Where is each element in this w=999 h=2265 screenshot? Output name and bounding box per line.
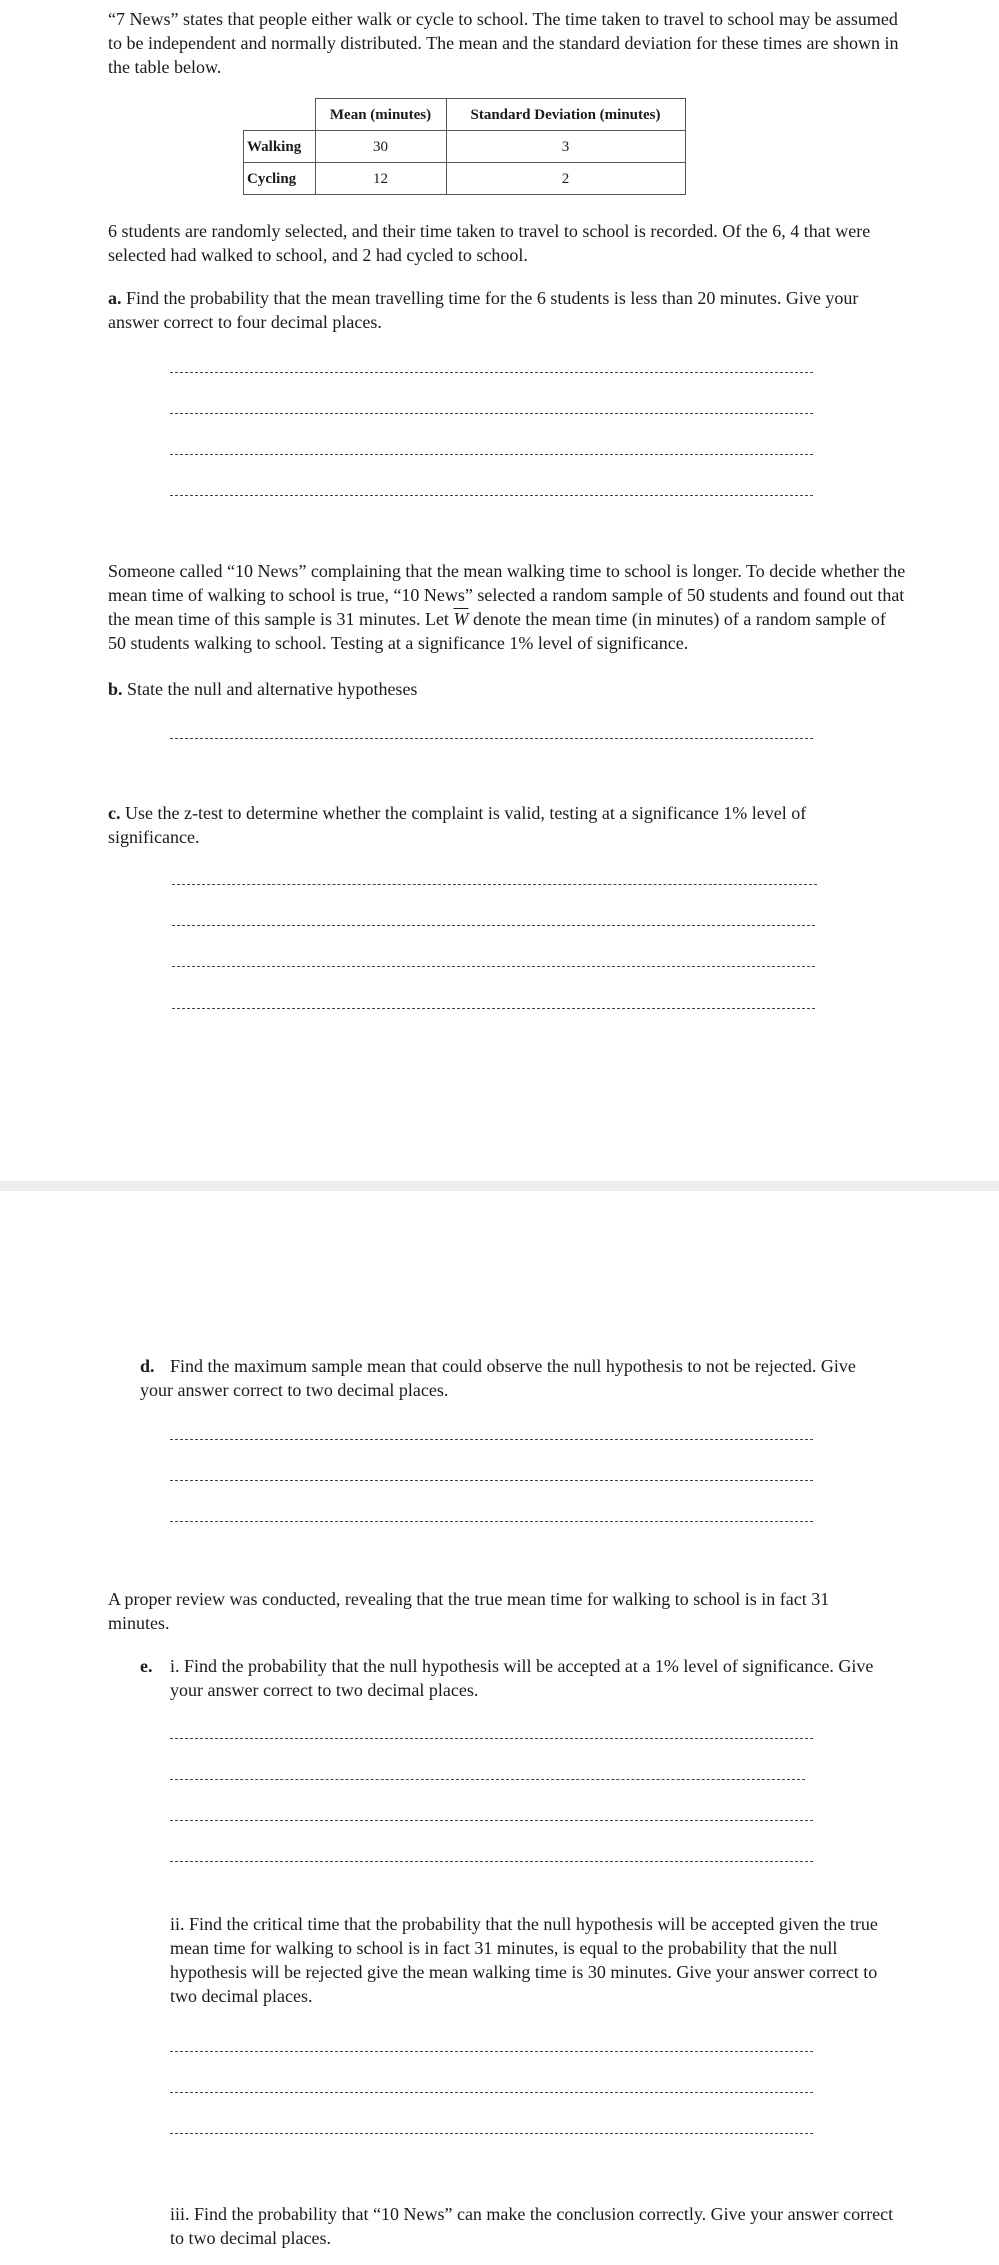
question-d [140, 1354, 860, 1402]
walking-mean: 30 [315, 131, 446, 163]
cycling-mean: 12 [315, 163, 446, 195]
answer-line[interactable] [170, 1439, 813, 1440]
answer-line[interactable] [170, 1820, 813, 1821]
table-header-row [244, 99, 686, 131]
question-e-iii: iii. Find the probability that “10 News” can make the conclusion correctly. Give your answer correct to two decimal places. [170, 2204, 894, 2248]
answer-line[interactable] [172, 966, 815, 967]
hypothesis-context-paragraph [108, 559, 908, 655]
answer-line[interactable] [170, 495, 813, 496]
question-e-ii: ii. Find the critical time that the probability that the null hypothesis will be accepted given the true mean time for walking to school is in fact 31 minutes, is equal to the probability that the null hypothesis will be rejected give the mean walking time is 30 minutes. Give your answer correct to two decimal places. [170, 1914, 878, 2006]
w-bar-symbol: $\overline{W}$ [453, 609, 469, 629]
context-text-after: denote the mean time (in minutes) of a random sample of 50 students walking to school. Testing at a significance 1% level of significance. [108, 609, 886, 653]
answer-line[interactable] [170, 2133, 813, 2134]
question-c-label: c. [108, 803, 121, 823]
cycling-sd: 2 [446, 163, 685, 195]
page-break [0, 1181, 999, 1191]
question-d-label: d. [140, 1356, 155, 1376]
answer-line[interactable] [170, 2092, 813, 2093]
question-c-text: Use the z-test to determine whether the complaint is valid, testing at a significance 1% level of significance. [108, 803, 807, 847]
header-standard-deviation: Standard Deviation (minutes) [446, 99, 685, 131]
walking-sd: 3 [446, 131, 685, 163]
answer-line[interactable] [172, 1008, 815, 1009]
sample-paragraph: 6 students are randomly selected, and their time taken to travel to school is recorded. Of the 6, 4 that were selected had walked to school, and 2 had cycled to school. [108, 221, 871, 265]
answer-line[interactable] [170, 454, 813, 455]
question-a-text: Find the probability that the mean travelling time for the 6 students is less than 20 minutes. Give your answer correct to four decimal places. [108, 288, 859, 332]
answer-line[interactable] [170, 1861, 813, 1862]
question-e-label: e. [140, 1656, 153, 1676]
answer-line[interactable] [170, 1521, 813, 1522]
answer-line[interactable] [170, 1480, 813, 1481]
answer-line[interactable] [170, 738, 813, 739]
table-row [244, 163, 686, 195]
table-corner-cell [244, 99, 316, 131]
review-paragraph: A proper review was conducted, revealing that the true mean time for walking to school is in fact 31 minutes. [108, 1589, 830, 1633]
travel-time-table [243, 98, 686, 195]
answer-line[interactable] [170, 372, 813, 373]
row-label-cycling: Cycling [244, 163, 316, 195]
table-row [244, 131, 686, 163]
question-b-label: b. [108, 679, 123, 699]
context-text-before: Someone called “10 News” complaining that the mean walking time to school is longer. To decide whether the mean time of walking to school is true, “10 News” selected a random sample of 50 students and found out that the mean time of this sample is 31 minutes. Let [108, 561, 906, 629]
question-a-label: a. [108, 288, 122, 308]
answer-line[interactable] [172, 884, 817, 885]
question-e-i: i. Find the probability that the null hypothesis will be accepted at a 1% level of significance. Give your answer correct to two decimal places. [170, 1656, 874, 1700]
answer-line[interactable] [170, 1738, 813, 1739]
answer-line[interactable] [172, 925, 815, 926]
row-label-walking: Walking [244, 131, 316, 163]
question-a [108, 286, 908, 334]
intro-paragraph: “7 News” states that people either walk or cycle to school. The time taken to travel to school may be assumed to be independent and normally distributed. The mean and the standard deviation for these times are shown in the table below. [108, 9, 899, 77]
header-mean: Mean (minutes) [315, 99, 446, 131]
question-c [108, 801, 868, 849]
answer-line[interactable] [170, 1779, 805, 1780]
question-d-text: Find the maximum sample mean that could observe the null hypothesis to not be rejected. Give your answer correct to two decimal places. [140, 1356, 856, 1400]
answer-line[interactable] [170, 2051, 813, 2052]
question-b-text: State the null and alternative hypotheses [127, 679, 418, 699]
answer-line[interactable] [170, 413, 813, 414]
question-b [108, 677, 908, 701]
